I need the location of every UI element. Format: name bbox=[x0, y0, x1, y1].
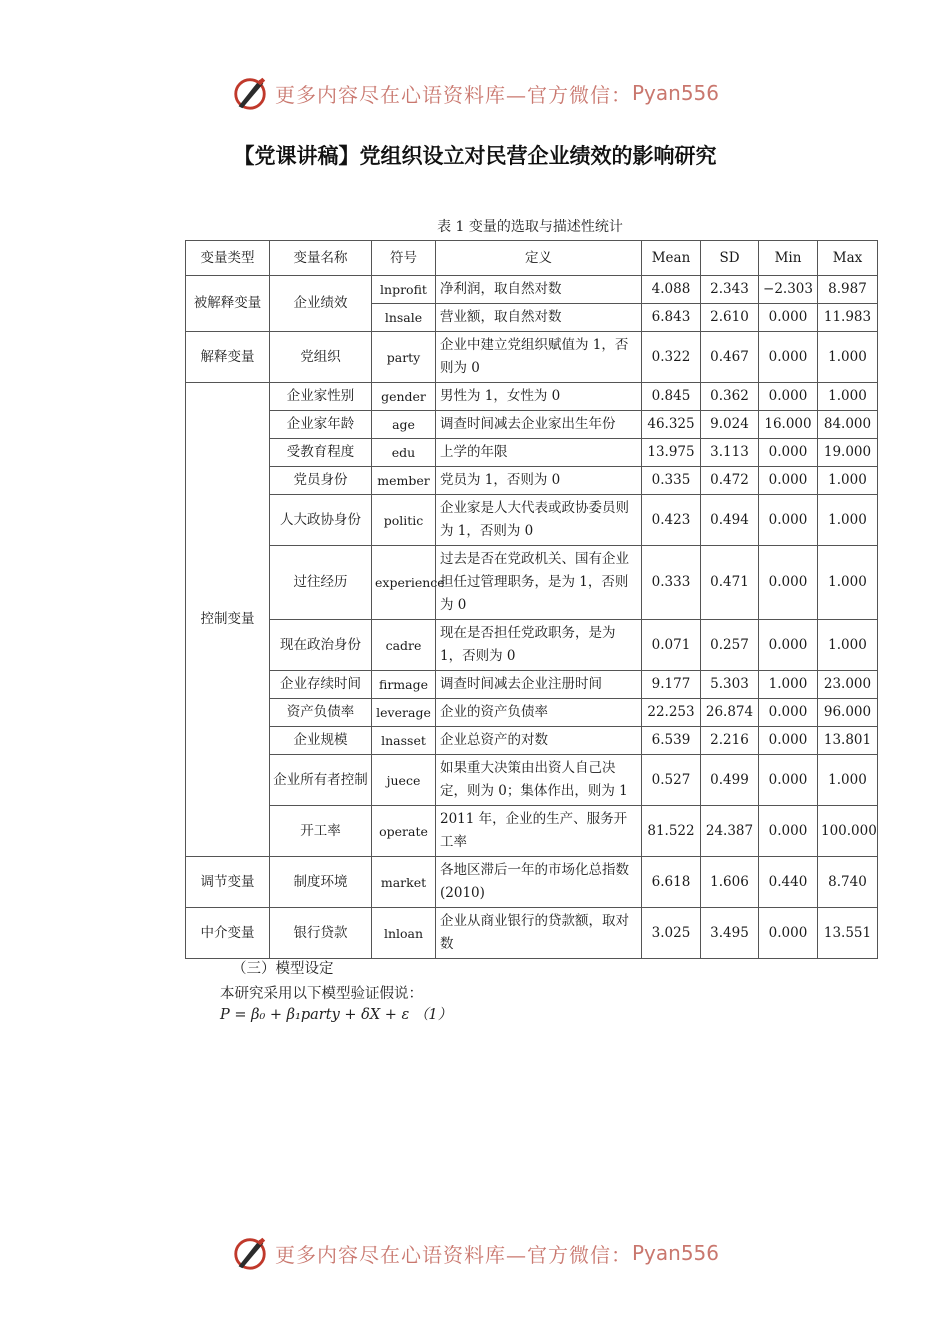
min-cell: 0.000 bbox=[759, 332, 818, 383]
table-row bbox=[186, 383, 878, 411]
variable-name-cell: 受教育程度 bbox=[270, 439, 372, 467]
definition-cell: 2011 年，企业的生产、服务开工率 bbox=[436, 806, 642, 857]
definition-cell: 调查时间减去企业家出生年份 bbox=[436, 411, 642, 439]
max-cell: 19.000 bbox=[818, 439, 878, 467]
banner-text: 更多内容尽在心语资料库—官方微信： bbox=[274, 82, 632, 107]
table-row bbox=[186, 908, 878, 959]
variable-name-cell: 企业绩效 bbox=[270, 276, 372, 332]
variable-type-cell: 中介变量 bbox=[186, 908, 270, 959]
definition-cell: 企业总资产的对数 bbox=[436, 727, 642, 755]
max-cell: 23.000 bbox=[818, 671, 878, 699]
min-cell: 0.000 bbox=[759, 699, 818, 727]
variable-name-cell: 资产负债率 bbox=[270, 699, 372, 727]
definition-cell: 各地区滞后一年的市场化总指数(2010) bbox=[436, 857, 642, 908]
section-heading: （三）模型设定 bbox=[232, 961, 334, 977]
watermark-banner-top bbox=[0, 73, 950, 113]
mean-cell: 0.845 bbox=[642, 383, 701, 411]
variable-type-cell: 解释变量 bbox=[186, 332, 270, 383]
sd-cell: 0.472 bbox=[701, 467, 759, 495]
symbol-cell: age bbox=[372, 411, 436, 439]
mean-cell: 81.522 bbox=[642, 806, 701, 857]
sd-cell: 0.471 bbox=[701, 546, 759, 620]
header-cell: 符号 bbox=[372, 241, 436, 276]
variable-name-cell: 银行贷款 bbox=[270, 908, 372, 959]
mean-cell: 0.335 bbox=[642, 467, 701, 495]
variable-type-cell: 调节变量 bbox=[186, 857, 270, 908]
sd-cell: 24.387 bbox=[701, 806, 759, 857]
header-cell: Mean bbox=[642, 241, 701, 276]
min-cell: 0.000 bbox=[759, 467, 818, 495]
max-cell: 8.987 bbox=[818, 276, 878, 304]
definition-cell: 党员为 1，否则为 0 bbox=[436, 467, 642, 495]
min-cell: 0.000 bbox=[759, 546, 818, 620]
mean-cell: 6.618 bbox=[642, 857, 701, 908]
sd-cell: 2.216 bbox=[701, 727, 759, 755]
sd-cell: 26.874 bbox=[701, 699, 759, 727]
header-cell: Max bbox=[818, 241, 878, 276]
table-row bbox=[186, 495, 878, 546]
mean-cell: 6.539 bbox=[642, 727, 701, 755]
definition-cell: 企业从商业银行的贷款额，取对数 bbox=[436, 908, 642, 959]
definition-cell: 净利润，取自然对数 bbox=[436, 276, 642, 304]
min-cell: 0.000 bbox=[759, 806, 818, 857]
document-title: 【党课讲稿】党组织设立对民营企业绩效的影响研究 bbox=[233, 144, 717, 168]
banner-wechat-id: Pyan556 bbox=[631, 1241, 719, 1265]
symbol-cell: party bbox=[372, 332, 436, 383]
sd-cell: 0.499 bbox=[701, 755, 759, 806]
sd-cell: 0.494 bbox=[701, 495, 759, 546]
table-row bbox=[186, 727, 878, 755]
max-cell: 13.801 bbox=[818, 727, 878, 755]
max-cell: 1.000 bbox=[818, 546, 878, 620]
table-row bbox=[186, 439, 878, 467]
table-row bbox=[186, 755, 878, 806]
mean-cell: 46.325 bbox=[642, 411, 701, 439]
max-cell: 1.000 bbox=[818, 383, 878, 411]
model-formula: P = β₀ + β₁party + δX + ε （1） bbox=[220, 1007, 453, 1023]
min-cell: 0.000 bbox=[759, 908, 818, 959]
variable-name-cell: 党组织 bbox=[270, 332, 372, 383]
mean-cell: 0.423 bbox=[642, 495, 701, 546]
banner-wechat-id: Pyan556 bbox=[631, 81, 719, 105]
variable-name-cell: 企业家性别 bbox=[270, 383, 372, 411]
max-cell: 1.000 bbox=[818, 620, 878, 671]
sd-cell: 0.467 bbox=[701, 332, 759, 383]
symbol-cell: lnasset bbox=[372, 727, 436, 755]
min-cell: 0.000 bbox=[759, 439, 818, 467]
sd-cell: 3.113 bbox=[701, 439, 759, 467]
mean-cell: 0.527 bbox=[642, 755, 701, 806]
sd-cell: 0.257 bbox=[701, 620, 759, 671]
variable-name-cell: 人大政协身份 bbox=[270, 495, 372, 546]
symbol-cell: lnsale bbox=[372, 304, 436, 332]
symbol-cell: lnloan bbox=[372, 908, 436, 959]
mean-cell: 3.025 bbox=[642, 908, 701, 959]
definition-cell: 上学的年限 bbox=[436, 439, 642, 467]
max-cell: 11.983 bbox=[818, 304, 878, 332]
definition-cell: 男性为 1，女性为 0 bbox=[436, 383, 642, 411]
section-sentence: 本研究采用以下模型验证假说： bbox=[220, 986, 423, 1002]
min-cell: 1.000 bbox=[759, 671, 818, 699]
sd-cell: 5.303 bbox=[701, 671, 759, 699]
variable-name-cell: 企业家年龄 bbox=[270, 411, 372, 439]
mean-cell: 13.975 bbox=[642, 439, 701, 467]
symbol-cell: leverage bbox=[372, 699, 436, 727]
definition-cell: 企业家是人大代表或政协委员则为 1，否则为 0 bbox=[436, 495, 642, 546]
symbol-cell: firmage bbox=[372, 671, 436, 699]
max-cell: 1.000 bbox=[818, 332, 878, 383]
mean-cell: 22.253 bbox=[642, 699, 701, 727]
variable-type-cell: 控制变量 bbox=[186, 383, 270, 857]
mean-cell: 0.333 bbox=[642, 546, 701, 620]
watermark-banner-bottom bbox=[0, 1233, 950, 1273]
min-cell: 0.000 bbox=[759, 383, 818, 411]
sd-cell: 2.343 bbox=[701, 276, 759, 304]
header-cell: Min bbox=[759, 241, 818, 276]
variable-name-cell: 企业所有者控制 bbox=[270, 755, 372, 806]
table-row bbox=[186, 276, 878, 304]
table-row bbox=[186, 332, 878, 383]
table-header-row bbox=[186, 241, 878, 276]
symbol-cell: lnprofit bbox=[372, 276, 436, 304]
quill-pen-logo bbox=[231, 1234, 269, 1272]
symbol-cell: gender bbox=[372, 383, 436, 411]
mean-cell: 4.088 bbox=[642, 276, 701, 304]
min-cell: −2.303 bbox=[759, 276, 818, 304]
max-cell: 1.000 bbox=[818, 495, 878, 546]
table-row bbox=[186, 467, 878, 495]
table-row bbox=[186, 857, 878, 908]
symbol-cell: cadre bbox=[372, 620, 436, 671]
mean-cell: 6.843 bbox=[642, 304, 701, 332]
variable-type-cell: 被解释变量 bbox=[186, 276, 270, 332]
max-cell: 96.000 bbox=[818, 699, 878, 727]
min-cell: 0.000 bbox=[759, 620, 818, 671]
max-cell: 1.000 bbox=[818, 755, 878, 806]
symbol-cell: member bbox=[372, 467, 436, 495]
min-cell: 0.440 bbox=[759, 857, 818, 908]
min-cell: 0.000 bbox=[759, 304, 818, 332]
definition-cell: 过去是否在党政机关、国有企业担任过管理职务，是为 1，否则为 0 bbox=[436, 546, 642, 620]
symbol-cell: market bbox=[372, 857, 436, 908]
sd-cell: 3.495 bbox=[701, 908, 759, 959]
symbol-cell: edu bbox=[372, 439, 436, 467]
header-cell: 变量类型 bbox=[186, 241, 270, 276]
definition-cell: 如果重大决策由出资人自己决定，则为 0；集体作出，则为 1 bbox=[436, 755, 642, 806]
table-row bbox=[186, 699, 878, 727]
symbol-cell: experience bbox=[372, 546, 436, 620]
variable-name-cell: 现在政治身份 bbox=[270, 620, 372, 671]
sd-cell: 0.362 bbox=[701, 383, 759, 411]
min-cell: 0.000 bbox=[759, 495, 818, 546]
table-row bbox=[186, 411, 878, 439]
min-cell: 0.000 bbox=[759, 755, 818, 806]
symbol-cell: operate bbox=[372, 806, 436, 857]
header-cell: 定义 bbox=[436, 241, 642, 276]
table-row bbox=[186, 546, 878, 620]
definition-cell: 现在是否担任党政职务，是为 1，否则为 0 bbox=[436, 620, 642, 671]
header-cell: SD bbox=[701, 241, 759, 276]
table-row bbox=[186, 620, 878, 671]
variable-name-cell: 企业存续时间 bbox=[270, 671, 372, 699]
sd-cell: 1.606 bbox=[701, 857, 759, 908]
variable-name-cell: 过往经历 bbox=[270, 546, 372, 620]
definition-cell: 营业额，取自然对数 bbox=[436, 304, 642, 332]
symbol-cell: juece bbox=[372, 755, 436, 806]
max-cell: 84.000 bbox=[818, 411, 878, 439]
quill-pen-logo bbox=[231, 74, 269, 112]
table-row bbox=[186, 671, 878, 699]
definition-cell: 企业的资产负债率 bbox=[436, 699, 642, 727]
table-row bbox=[186, 806, 878, 857]
variable-name-cell: 制度环境 bbox=[270, 857, 372, 908]
sd-cell: 2.610 bbox=[701, 304, 759, 332]
max-cell: 100.000 bbox=[818, 806, 878, 857]
statistics-table bbox=[185, 240, 878, 959]
table-caption: 表 1 变量的选取与描述性统计 bbox=[437, 219, 623, 235]
mean-cell: 9.177 bbox=[642, 671, 701, 699]
definition-cell: 调查时间减去企业注册时间 bbox=[436, 671, 642, 699]
header-cell: 变量名称 bbox=[270, 241, 372, 276]
symbol-cell: politic bbox=[372, 495, 436, 546]
mean-cell: 0.071 bbox=[642, 620, 701, 671]
variable-name-cell: 企业规模 bbox=[270, 727, 372, 755]
variable-name-cell: 党员身份 bbox=[270, 467, 372, 495]
variable-name-cell: 开工率 bbox=[270, 806, 372, 857]
definition-cell: 企业中建立党组织赋值为 1，否则为 0 bbox=[436, 332, 642, 383]
sd-cell: 9.024 bbox=[701, 411, 759, 439]
max-cell: 8.740 bbox=[818, 857, 878, 908]
mean-cell: 0.322 bbox=[642, 332, 701, 383]
max-cell: 13.551 bbox=[818, 908, 878, 959]
min-cell: 16.000 bbox=[759, 411, 818, 439]
max-cell: 1.000 bbox=[818, 467, 878, 495]
min-cell: 0.000 bbox=[759, 727, 818, 755]
banner-text: 更多内容尽在心语资料库—官方微信： bbox=[274, 1242, 632, 1267]
